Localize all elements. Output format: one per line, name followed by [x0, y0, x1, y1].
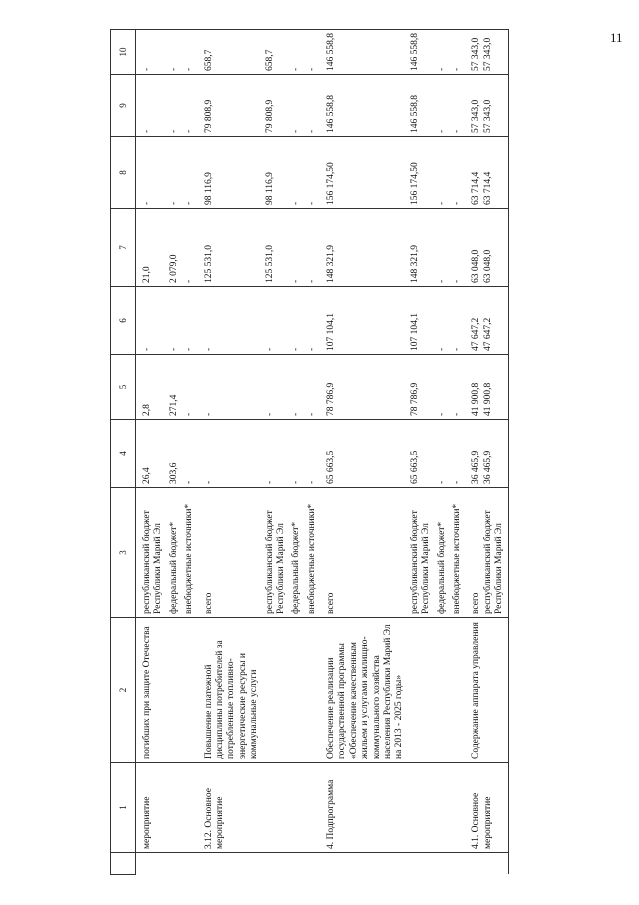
value-cell: 65 663,5 [320, 420, 408, 488]
funding-source-cell: федеральный бюджет* [289, 488, 304, 618]
row-label-cell [167, 763, 182, 853]
row-label-cell: 4. Подпрограмма [320, 763, 408, 853]
measure-name-cell [263, 618, 290, 763]
value-cell: 156 174,50 [408, 137, 435, 209]
value-cell: - [182, 30, 197, 75]
value-cell: 148 321,9 [408, 209, 435, 287]
header-cell: 1 [111, 763, 136, 853]
value-cell: 98 116,9 [198, 137, 263, 209]
value-cell: 146 558,8 [408, 30, 435, 75]
value-cell: - [435, 287, 450, 355]
value-cell: - [136, 137, 167, 209]
value-cell: 271,4 [167, 355, 182, 420]
value-cell: - [305, 355, 320, 420]
table-row [198, 30, 263, 875]
value-cell: - [450, 420, 465, 488]
table-row [289, 30, 304, 875]
table-row [263, 30, 290, 875]
measure-name-cell: Обеспечение реализации государственной программы «Обеспечение качественным жильем и услугами жилищно-коммунального хозяйства населения Республики Марий Эл на 2013 - 2025 годы» [320, 618, 408, 763]
measure-name-cell: Содержание аппарата управления [465, 618, 508, 763]
header-cell: 7 [111, 209, 136, 287]
value-cell: - [289, 420, 304, 488]
table-row [435, 30, 450, 875]
value-cell: - [450, 137, 465, 209]
value-cell: 41 900,8 41 900,8 [465, 355, 508, 420]
value-cell: - [289, 355, 304, 420]
table-row [167, 30, 182, 875]
row-label-cell [435, 763, 450, 853]
value-cell: - [305, 30, 320, 75]
value-cell: - [198, 287, 263, 355]
measure-name-cell [450, 618, 465, 763]
header-cell: 8 [111, 137, 136, 209]
value-cell: - [136, 75, 167, 137]
value-cell: 63 048,0 63 048,0 [465, 209, 508, 287]
measure-name-cell [408, 618, 435, 763]
row-label-cell [289, 763, 304, 853]
value-cell: 146 558,8 [408, 75, 435, 137]
value-cell: - [136, 30, 167, 75]
value-cell: 78 786,9 [320, 355, 408, 420]
funding-source-cell: республиканский бюджет Республики Марий Эл [263, 488, 290, 618]
value-cell: - [182, 75, 197, 137]
row-label-cell [305, 763, 320, 853]
funding-source-cell: внебюджетные источники* [450, 488, 465, 618]
funding-source-cell: внебюджетные источники* [182, 488, 197, 618]
value-cell: - [263, 355, 290, 420]
value-cell: 57 343,0 57 343,0 [465, 75, 508, 137]
value-cell: - [305, 137, 320, 209]
value-cell: - [182, 209, 197, 287]
header-cell: 9 [111, 75, 136, 137]
header-cell: 6 [111, 287, 136, 355]
value-cell: 658,7 [263, 30, 290, 75]
header-row [111, 30, 136, 875]
value-cell: - [289, 30, 304, 75]
value-cell: - [435, 209, 450, 287]
value-cell: - [289, 287, 304, 355]
value-cell: - [182, 287, 197, 355]
value-cell: - [305, 75, 320, 137]
value-cell: 107 104,1 [320, 287, 408, 355]
value-cell: 98 116,9 [263, 137, 290, 209]
value-cell: 78 786,9 [408, 355, 435, 420]
value-cell: 63 714,4 63 714,4 [465, 137, 508, 209]
funding-source-cell: всего [198, 488, 263, 618]
value-cell: - [450, 30, 465, 75]
table-row [465, 30, 508, 875]
value-cell: - [182, 420, 197, 488]
value-cell: - [289, 209, 304, 287]
value-cell: 303,6 [167, 420, 182, 488]
measure-name-cell: погибших при защите Отечества [136, 618, 167, 763]
table-row [305, 30, 320, 875]
value-cell: - [263, 420, 290, 488]
row-label-cell [450, 763, 465, 853]
value-cell: 148 321,9 [320, 209, 408, 287]
budget-table [110, 29, 509, 875]
value-cell: 26,4 [136, 420, 167, 488]
value-cell: 79 808,9 [198, 75, 263, 137]
row-label-cell: 3.12. Основное мероприятие [198, 763, 263, 853]
value-cell: - [182, 137, 197, 209]
value-cell: - [167, 137, 182, 209]
value-cell: - [435, 30, 450, 75]
funding-source-cell: всего [320, 488, 408, 618]
header-cell: 3 [111, 488, 136, 618]
value-cell: - [289, 75, 304, 137]
table-row [450, 30, 465, 875]
header-cell: 10 [111, 30, 136, 75]
table-row [408, 30, 435, 875]
value-cell: 21,0 [136, 209, 167, 287]
measure-name-cell [289, 618, 304, 763]
value-cell: - [198, 355, 263, 420]
value-cell: 65 663,5 [408, 420, 435, 488]
measure-name-cell: Повышение платежной дисциплины потребителей за потребленные топливно-энергетические ресурсы и коммунальные услуги [198, 618, 263, 763]
value-cell: - [167, 287, 182, 355]
value-cell: 47 647,2 47 647,2 [465, 287, 508, 355]
value-cell: - [263, 287, 290, 355]
value-cell: 146 558,8 [320, 75, 408, 137]
value-cell: - [435, 137, 450, 209]
table-row [182, 30, 197, 875]
value-cell: - [167, 30, 182, 75]
value-cell: - [305, 287, 320, 355]
measure-name-cell [305, 618, 320, 763]
row-label-cell [263, 763, 290, 853]
value-cell: - [305, 209, 320, 287]
header-cell: 5 [111, 355, 136, 420]
value-cell: - [136, 287, 167, 355]
value-cell: - [182, 355, 197, 420]
value-cell: - [450, 209, 465, 287]
header-cell: 4 [111, 420, 136, 488]
value-cell: - [435, 355, 450, 420]
row-label-cell: 4.1. Основное мероприятие [465, 763, 508, 853]
table-row [320, 30, 408, 875]
measure-name-cell [167, 618, 182, 763]
value-cell: - [198, 420, 263, 488]
value-cell: - [435, 75, 450, 137]
value-cell: 146 558,8 [320, 30, 408, 75]
funding-source-cell: внебюджетные источники* [305, 488, 320, 618]
funding-source-cell: всего республиканский бюджет Республики Марий Эл [465, 488, 508, 618]
funding-source-cell: федеральный бюджет* [167, 488, 182, 618]
funding-source-cell: федеральный бюджет* [435, 488, 450, 618]
row-label-cell [182, 763, 197, 853]
value-cell: 125 531,0 [198, 209, 263, 287]
value-cell: - [450, 75, 465, 137]
header-cell: 2 [111, 618, 136, 763]
value-cell: - [450, 355, 465, 420]
value-cell: 107 104,1 [408, 287, 435, 355]
funding-source-cell: республиканский бюджет Республики Марий Эл [136, 488, 167, 618]
row-label-cell [408, 763, 435, 853]
value-cell: 2 079,0 [167, 209, 182, 287]
measure-name-cell [182, 618, 197, 763]
value-cell: 156 174,50 [320, 137, 408, 209]
measure-name-cell [435, 618, 450, 763]
row-label-cell: мероприятие [136, 763, 167, 853]
value-cell: - [289, 137, 304, 209]
value-cell: 658,7 [198, 30, 263, 75]
table-row [136, 30, 167, 875]
value-cell: 125 531,0 [263, 209, 290, 287]
value-cell: 57 343,0 57 343,0 [465, 30, 508, 75]
value-cell: - [305, 420, 320, 488]
value-cell: 2,8 [136, 355, 167, 420]
value-cell: - [167, 75, 182, 137]
value-cell: 36 465,9 36 465,9 [465, 420, 508, 488]
page-number: 11 [610, 30, 623, 45]
value-cell: - [435, 420, 450, 488]
rotated-table-page [110, 30, 610, 875]
value-cell: - [450, 287, 465, 355]
value-cell: 79 808,9 [263, 75, 290, 137]
funding-source-cell: республиканский бюджет Республики Марий Эл [408, 488, 435, 618]
